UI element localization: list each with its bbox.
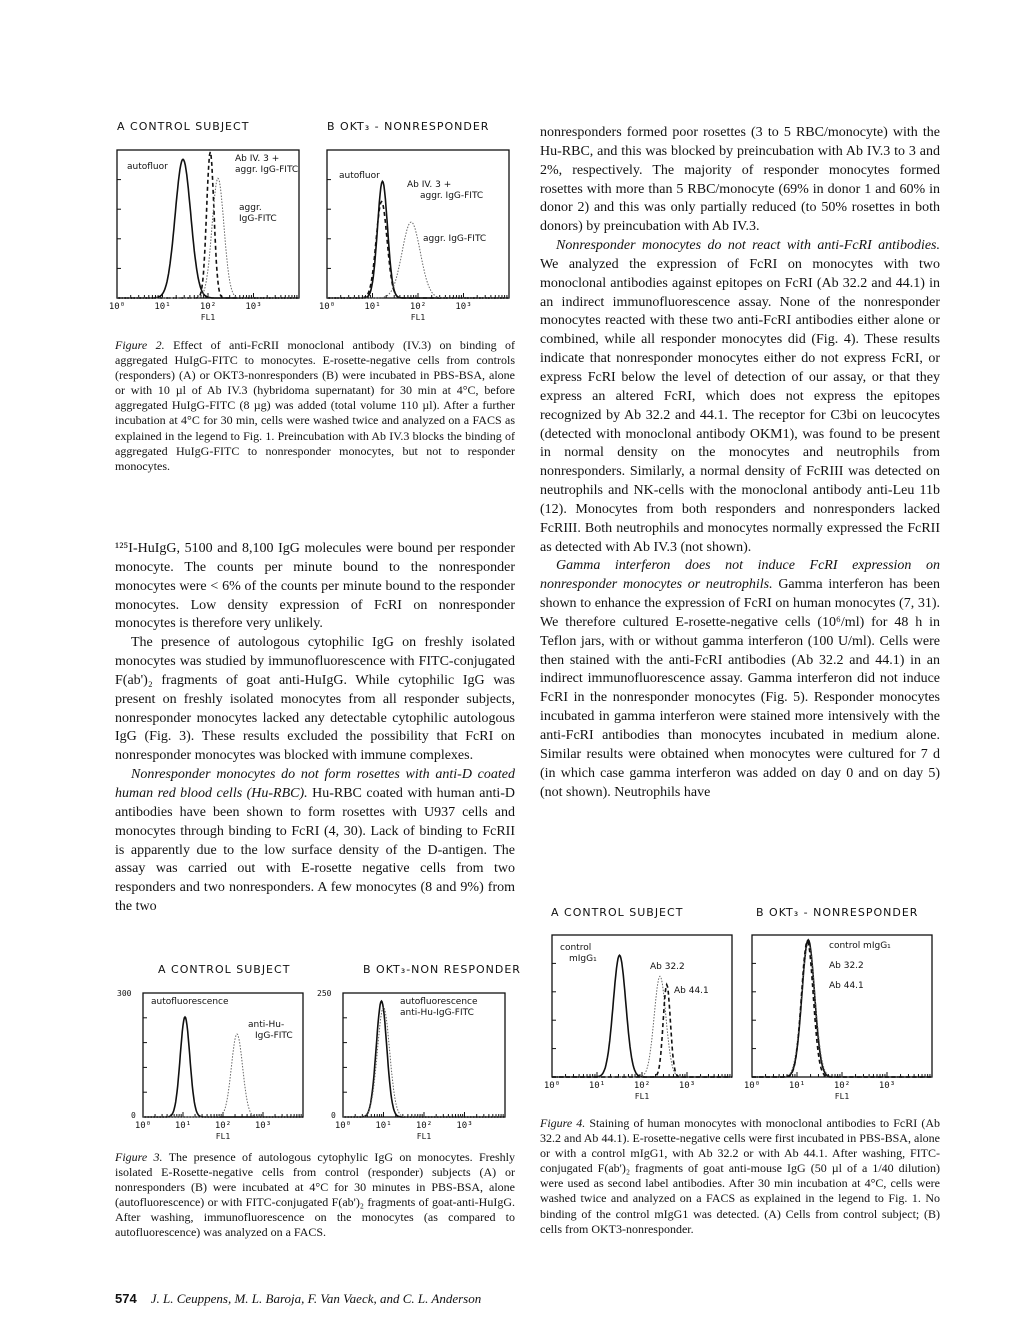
histogram-curve [552, 955, 732, 1077]
fig4-panel-b-title: B OKT₃ - NONRESPONDER [756, 906, 919, 919]
fig2-panel-a-title: A CONTROL SUBJECT [117, 120, 250, 133]
curve-label: Ab 32.2 [650, 962, 685, 972]
x-tick-label: 10² [415, 1121, 433, 1131]
x-tick-label: 10³ [878, 1081, 896, 1091]
x-tick-label: 10² [633, 1081, 651, 1091]
x-axis-label: FL1 [834, 1092, 850, 1101]
fig3-panel-b-title: B OKT₃-NON RESPONDER [363, 963, 521, 976]
fig3-panel-a-title: A CONTROL SUBJECT [158, 963, 291, 976]
x-axis-label: FL1 [410, 313, 426, 322]
fig3-panel-a-plot [117, 989, 303, 1141]
histogram-svg [143, 993, 303, 1117]
x-tick-label: 10³ [678, 1081, 696, 1091]
fig2-panel-a-plot [108, 150, 299, 322]
curve-label: aggr. IgG-FITC [423, 234, 487, 244]
histogram-svg [752, 935, 932, 1077]
figure-2-caption [115, 338, 515, 474]
fig4-panel-a-title: A CONTROL SUBJECT [551, 906, 684, 919]
histogram-curve [552, 985, 732, 1077]
y-max-label: 250 [317, 989, 332, 998]
x-tick-label: 10¹ [174, 1121, 192, 1131]
histogram-curve [117, 178, 299, 298]
paragraph-text: Gamma interferon has been shown to enhance the expression of FcRI on human monocytes (7, 31). We therefore cultured E-rosette-negative cells (10⁶/ml) for 48 h in Teflon jars, with or without gamma interferon (100 U/ml). Cells were then stained with the anti-FcRI antibodies (Ab 32.2 and 44.1) in an indirect immunofluorescence assay. Gamma interferon did not induce FcRI in the nonresponder monocytes (Fig. 5). Responder monocytes incubated in gamma interferon were stained more intensively with the anti-FcRI antibodies than monocytes incubated in medium alone. Similar results were obtained when monocytes were cultured for 7 d (in which case gamma interferon was added on day 0 and on day 5) (not shown). Neutrophils have [540, 577, 940, 800]
paragraph: nonresponders formed poor rosettes (3 to 5 RBC/monocyte) with the Hu-RBC, and this was blocked by preincubation with Ab IV.3 to 3 and 2%, respectively. The majority of responder monocytes formed rosettes with more than 5 RBC/monocyte (69% in donor 1 and 60% in donor 2) and this was only partially reduced (to 50% rosettes in both donors) by preincubation with Ab IV.3. [540, 125, 940, 235]
x-tick-label: 10³ [254, 1121, 272, 1131]
curve-label: aggr. IgG-FITC [235, 165, 299, 175]
right-column-text [540, 124, 940, 802]
plot-frame [143, 993, 303, 1117]
x-tick-label: 10¹ [588, 1081, 606, 1091]
fig4-panel-b-plot [743, 935, 932, 1101]
paragraph-text: We analyzed the expression of FcRI on monocytes with two monoclonal antibodies against epitopes on FcRI (Ab 32.2 and 44.1) in an indirect immunofluorescence assay. None of the nonresponder monocytes reacted with these two anti-FcRI antibodies either alone or combined, while all responder monocytes did (Fig. 4). These results indicate that nonresponder monocytes either do not express FcRI, or express FcRI below the level of detection of our assay, or that they express an altered FcRI, which does not express the epitopes recognized by Ab 32.2 and 44.1. The receptor for C3bi on leucocytes (detected with monoclonal antibody OKM1), was found to be present in normal density on the monocytes and neutrophils from nonresponders. Similarly, a normal density of FcRIII was detected on neutrophils and NK-cells with the monoclonal antibody anti-Leu 11b (12). Monocytes from both responders and nonresponders lacked FcRIII. Both neutrophils and monocytes normally expressed the FcRII as detected with Ab IV.3 (not shown). [540, 256, 940, 555]
x-tick-label: 10¹ [375, 1121, 392, 1131]
paragraph [540, 557, 940, 802]
caption-label: Figure 3. [115, 1150, 163, 1164]
curve-label: Ab 32.2 [829, 961, 864, 971]
curve-label: Ab 44.1 [674, 986, 709, 996]
x-tick-label: 10¹ [364, 302, 381, 312]
x-tick-label: 10² [214, 1121, 232, 1131]
curve-label: Ab IV. 3 + [235, 154, 280, 164]
curve-label: aggr. [239, 203, 262, 213]
y-min-label: 0 [131, 1111, 136, 1120]
curve-label: control [560, 943, 592, 953]
x-tick-label: 10⁰ [108, 302, 126, 312]
fig2-panel-b-plot [318, 150, 509, 322]
caption-text: Effect of anti-FcRII monoclonal antibody (IV.3) on binding of aggregated HuIgG-FITC to monocytes. E-rosette-negative cells from controls (responders) (A) or OKT3-nonresponders (B) were incubated in PBS-BSA, alone or with 10 µl of Ab IV.3 (hybridoma supernatant) for 30 min at 4°C, before aggregated HuIgG-FITC (8 µg) was added (total volume 110 µl). After a further incubation at 4°C for 30 min, cells were washed twice and analyzed on a FACS as explained in the legend to Fig. 1. Preincubation with Ab IV.3 blocks the binding of aggregated HuIgG-FITC to nonresponder monocytes, but not to responder monocytes. [115, 338, 516, 473]
caption-text: The presence of autologous cytophylic IgG on monocytes. Freshly isolated E-Rosette-negative cells from control (responder) subjects (A) or nonresponders (B) were incubated at 4°C for 30 minutes in PBS-BSA, alone (autofluorescence) or with FITC-conjugated F(ab')₂ fragments of goat-anti-HuIgG. After washing, immunofluorescence on the monocytes (as compared to autofluorescence) was analyzed on a FACS. [115, 1150, 515, 1240]
fig3-panel-b-plot [317, 989, 505, 1141]
curve-label: anti-Hu-IgG-FITC [400, 1008, 474, 1018]
running-authors: J. L. Ceuppens, M. L. Baroja, F. Van Vaeck, and C. L. Anderson [150, 1291, 482, 1306]
curve-label: autofluorescence [151, 997, 229, 1007]
plot-frame [752, 935, 932, 1077]
x-tick-label: 10⁰ [334, 1121, 352, 1131]
x-tick-label: 10⁰ [743, 1081, 761, 1091]
paragraph: ¹²⁵I-HuIgG, 5100 and 8,100 IgG molecules were bound per responder monocyte. The counts per minute bound to the nonresponder monocytes were < 6% of the counts per minute bound to the responder monocytes. Low density expression of FcRI on nonresponder monocytes is therefore very unlikely. [115, 541, 515, 632]
histogram-curve [143, 1034, 303, 1117]
y-max-label: 300 [117, 989, 132, 998]
curve-label: autofluor [339, 171, 380, 181]
x-tick-label: 10¹ [788, 1081, 806, 1091]
paragraph [115, 766, 515, 917]
histogram-curve [327, 202, 509, 298]
section-heading: Gamma interferon does not induce FcRI expression on nonresponder monocytes or neutrophils. [540, 558, 940, 593]
x-tick-label: 10⁰ [318, 302, 336, 312]
x-tick-label: 10⁰ [543, 1081, 561, 1091]
curve-label: anti-Hu- [248, 1020, 285, 1030]
caption-label: Figure 4. [540, 1116, 586, 1130]
curve-label: control mIgG₁ [829, 941, 891, 951]
x-axis-label: FL1 [634, 1092, 650, 1101]
paragraph: The presence of autologous cytophilic IgG on freshly isolated monocytes was studied by immunofluorescence with FITC-conjugated F(ab')₂ fragments of goat anti-HuIgG. While cytophilic IgG was present on freshly isolated monocytes from all responder subjects, nonresponder monocytes lacked any detectable cytophilic autologous IgG (Fig. 3). These results excluded the possibility that FcRI on nonresponder monocytes was blocked with immune complexes. [115, 635, 515, 764]
x-axis-label: FL1 [416, 1132, 432, 1141]
histogram-curve [343, 1007, 505, 1117]
curve-label: mIgG₁ [569, 954, 597, 964]
page-footer [115, 1291, 481, 1307]
curve-label: IgG-FITC [239, 214, 277, 224]
paragraph-text: Hu-RBC coated with human anti-D antibodies have been shown to form rosettes with U937 cells and monocytes through binding to FcRI (4, 30). Lack of binding to FcRII is apparently due to the low surface density of the D-antigen. The assay was carried out with E-rosette negative cells from two responders and two nonresponders. A few monocytes (8 and 9%) from the two [115, 785, 515, 915]
x-tick-label: 10³ [455, 302, 472, 312]
left-column-text [115, 540, 515, 917]
curve-label: aggr. IgG-FITC [420, 191, 484, 201]
caption-label: Figure 2. [115, 338, 165, 352]
curve-label: IgG-FITC [255, 1031, 293, 1041]
x-tick-label: 10⁰ [134, 1121, 152, 1131]
fig2-panel-b-title: B OKT₃ - NONRESPONDER [327, 120, 490, 133]
section-heading: Nonresponder monocytes do not react with anti-FcRI antibodies. [556, 238, 940, 254]
curve-label: autofluor [127, 162, 168, 172]
x-tick-label: 10³ [456, 1121, 473, 1131]
curve-label: Ab 44.1 [829, 981, 864, 991]
x-axis-label: FL1 [200, 313, 216, 322]
figure-3-caption [115, 1150, 515, 1241]
curve-label: Ab IV. 3 + [407, 180, 452, 190]
fig4-panel-a-plot [543, 935, 732, 1101]
x-tick-label: 10² [833, 1081, 851, 1091]
x-tick-label: 10² [199, 302, 217, 312]
paragraph [540, 237, 940, 557]
figure-4-caption [540, 1116, 940, 1237]
page-number: 574 [115, 1291, 137, 1306]
x-axis-label: FL1 [215, 1132, 231, 1141]
caption-text: Staining of human monocytes with monoclonal antibodies to FcRI (Ab 32.2 and Ab 44.1). E-rosette-negative cells were first incubated in PBS-BSA, alone or with a control mIgG1, with Ab 32.2 or with Ab 44.1. After washing, FITC-conjugated F(ab')₂ fragments of goat anti-mouse IgG (50 µl of a 1/40 dilution) were used as second label antibodies. After 30 min incubation at 4°C, cells were washed twice and analyzed on a FACS as explained in the legend to Fig. 1. No binding of the control mIgG1 was detected. (A) Cells from control subject; (B) cells from OKT3-nonresponder. [540, 1116, 940, 1236]
section-heading: Nonresponder monocytes do not form rosettes with anti-D coated human red blood cells (Hu-RBC). [115, 767, 515, 801]
y-min-label: 0 [331, 1111, 336, 1120]
curve-label: autofluorescence [400, 997, 478, 1007]
x-tick-label: 10¹ [154, 302, 171, 312]
x-tick-label: 10² [409, 302, 427, 312]
x-tick-label: 10³ [245, 302, 262, 312]
